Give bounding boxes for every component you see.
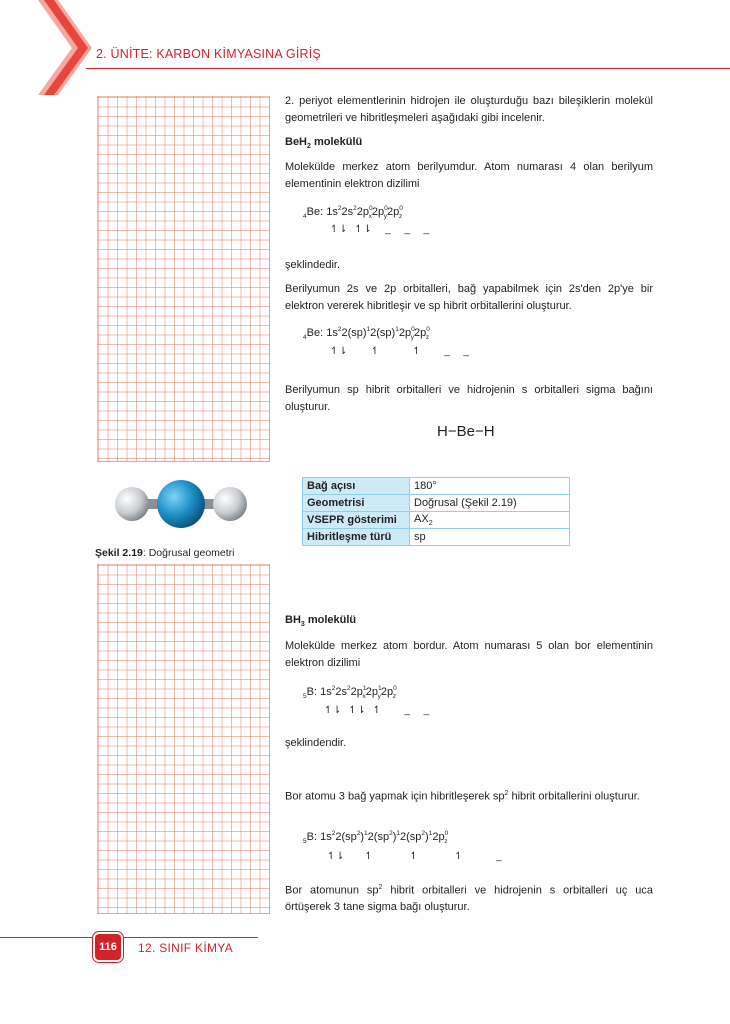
table-row: Hibritleşme türü sp: [303, 529, 570, 546]
bh3-orbital-arrows-2: ↿⇂ ↿ ↿ ↿ _: [327, 851, 503, 862]
beh2-properties-table: [302, 477, 570, 546]
beh2-orbital-arrows-1: ↿⇂ ↿⇂ _ _ _: [330, 224, 430, 235]
beh2-paragraph-4: Berilyumun sp hibrit orbitalleri ve hidrojenin s orbitalleri sigma bağını oluşturur.: [285, 384, 653, 413]
header-chevron-decoration: [0, 0, 100, 95]
notes-grid-top: [97, 96, 270, 462]
bh3-heading: $BH_3$ molekülü: [285, 614, 357, 629]
bh3-electron-config-1: $_5$B: $1s^22s^22p^1_x2p^1_y2p^0_z$: [303, 685, 397, 700]
beh2-paragraph-1: Molekülde merkez atom berilyumdur. Atom numarası 4 olan berilyum elementinin elektron dizilimi: [285, 161, 653, 190]
beh2-structural-formula: H−Be−H: [437, 423, 495, 440]
beh2-heading: BeH$_2$ molekülü: [285, 136, 363, 151]
linear-molecule-model: [108, 474, 254, 534]
beh2-paragraph-2: şeklindedir.: [285, 259, 341, 271]
beh2-electron-config-2: $_4$Be: $1s^22(sp)^12(sp)^12p^0_y2p^0_z$: [303, 326, 430, 341]
beh2-orbital-arrows-2: ↿⇂ ↿ ↿ _ _: [330, 346, 470, 357]
unit-title: 2. ÜNİTE: KARBON KİMYASINA GİRİŞ: [96, 47, 321, 61]
bh3-paragraph-2: şeklindendir.: [285, 737, 347, 749]
header-rule: [86, 68, 730, 69]
intro-paragraph: 2. periyot elementlerinin hidrojen ile oluşturduğu bazı bileşiklerin molekül geometrileri ve hibritleşmeleri aşağıdaki gibi incelenir.: [285, 95, 653, 124]
bh3-paragraph-4: Bor atomunun $sp^2$ hibrit orbitalleri ve hidrojenin s orbitalleri uç uca örtüşerek 3 tane sigma bağı oluşturur.: [285, 884, 653, 914]
beh2-paragraph-3: Berilyumun 2s ve 2p orbitalleri, bağ yapabilmek için 2s'den 2p'ye bir elektron vererek hibritleşir ve sp hibrit orbitallerini oluşturur.: [285, 283, 653, 312]
bh3-paragraph-3: Bor atomu 3 bağ yapmak için hibritleşerek $sp^2$ hibrit orbitallerini oluşturur.: [285, 790, 640, 803]
bh3-orbital-arrows-1: ↿⇂ ↿⇂ ↿ _ _: [324, 705, 430, 716]
book-title: 12. SINIF KİMYA: [138, 941, 233, 955]
bh3-paragraph-1: Molekülde merkez atom bordur. Atom numarası 5 olan bor elementinin elektron dizilimi: [285, 640, 653, 669]
figure-caption: Şekil 2.19: Doğrusal geometri: [95, 547, 235, 559]
table-row: VSEPR gösterimi $AX_2$: [303, 512, 570, 529]
bh3-electron-config-2: $_5$B: $1s^22(sp^2)^12(sp^2)^12(sp^2)^12p^0_z$: [303, 830, 449, 845]
page-number: 116: [95, 934, 121, 960]
table-row: Bağ açısı 180°: [303, 478, 570, 495]
table-row: Geometrisi Doğrusal (Şekil 2.19): [303, 495, 570, 512]
notes-grid-bottom: [97, 564, 270, 914]
beh2-electron-config-1: $_4$Be: $1s^22s^22p^0_x2p^0_y2p^0_z$: [303, 205, 403, 220]
footer-rule: [0, 937, 258, 938]
